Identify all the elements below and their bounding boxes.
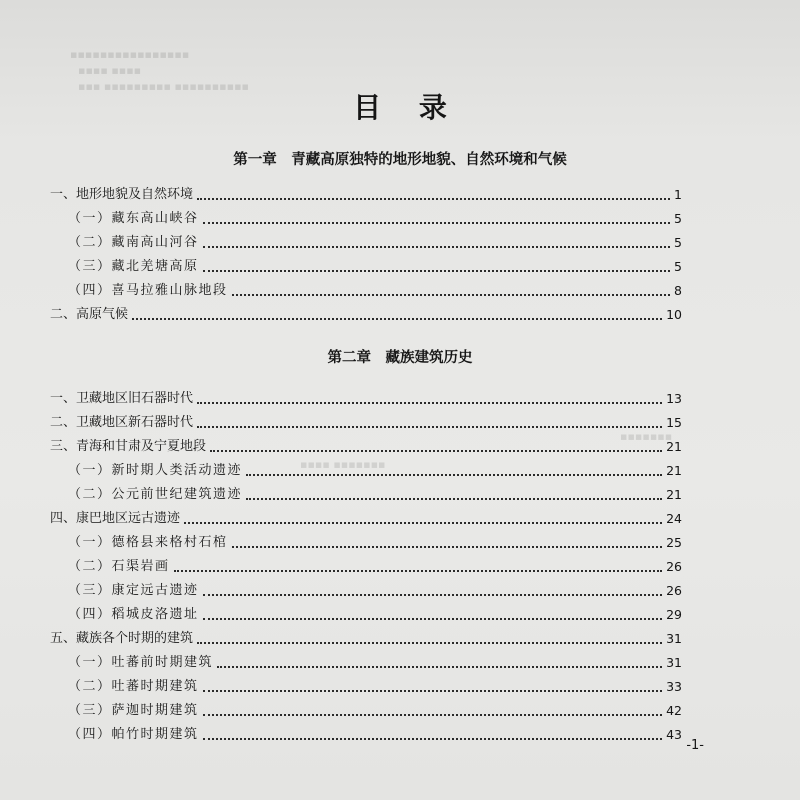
toc-page-number: 25 xyxy=(666,535,682,550)
dot-leader xyxy=(203,246,671,248)
toc-entry-title: （二）石渠岩画 xyxy=(68,559,170,574)
toc-entry-title: （四）帕竹时期建筑 xyxy=(68,727,199,742)
page-number-footer: -1- xyxy=(686,738,704,753)
dot-leader xyxy=(203,222,671,224)
toc-entry-title: （四）稻城皮洛遗址 xyxy=(68,607,199,622)
page-title: 目 录 xyxy=(353,91,461,124)
toc-section-entry[interactable] xyxy=(50,630,682,648)
toc-entry-title: 四、康巴地区远古遗迹 xyxy=(50,511,181,526)
toc-page-number: 21 xyxy=(666,463,682,478)
bleed-through-text: ▪▪▪ ▪▪▪▪▪▪▪▪▪ ▪▪▪▪▪▪▪▪▪▪ xyxy=(78,80,250,93)
toc-section-entry[interactable] xyxy=(50,414,682,432)
toc-entry-title: 一、地形地貌及自然环境 xyxy=(50,187,194,202)
dot-leader xyxy=(246,498,662,500)
toc-page-number: 5 xyxy=(674,211,682,226)
toc-page-number: 43 xyxy=(666,727,682,742)
toc-page-number: 5 xyxy=(674,235,682,250)
toc-entry-title: 一、卫藏地区旧石器时代 xyxy=(50,391,194,406)
toc-entry-title: 二、卫藏地区新石器时代 xyxy=(50,415,194,430)
toc-page-number: 8 xyxy=(674,283,682,298)
bleed-through-text: ▪▪▪▪▪▪▪ xyxy=(620,430,673,443)
toc-subsection-entry[interactable] xyxy=(68,726,682,744)
dot-leader xyxy=(246,474,662,476)
dot-leader xyxy=(197,642,662,644)
toc-subsection-entry[interactable] xyxy=(68,486,682,504)
chapter-heading: 第二章 藏族建筑历史 xyxy=(327,350,473,366)
toc-subsection-entry[interactable] xyxy=(68,210,682,228)
toc-page-number: 31 xyxy=(666,655,682,670)
dot-leader xyxy=(197,402,662,404)
toc-subsection-entry[interactable] xyxy=(68,234,682,252)
dot-leader xyxy=(132,318,662,320)
toc-entry-title: （一）新时期人类活动遗迹 xyxy=(68,463,243,478)
dot-leader xyxy=(203,714,663,716)
toc-entry-title: （三）藏北羌塘高原 xyxy=(68,259,199,274)
dot-leader xyxy=(184,522,662,524)
toc-section-entry[interactable] xyxy=(50,186,682,204)
toc-entry-title: （一）德格县来格村石棺 xyxy=(68,535,228,550)
toc-page-number: 31 xyxy=(666,631,682,646)
toc-page-number: 26 xyxy=(666,583,682,598)
toc-page-number: 24 xyxy=(666,511,682,526)
dot-leader xyxy=(197,198,670,200)
dot-leader xyxy=(203,594,663,596)
dot-leader xyxy=(174,570,663,572)
toc-subsection-entry[interactable] xyxy=(68,558,682,576)
bleed-through-text: ▪▪▪▪ ▪▪▪▪▪▪▪ xyxy=(300,458,386,471)
toc-subsection-entry[interactable] xyxy=(68,702,682,720)
toc-entry-title: 三、青海和甘肃及宁夏地段 xyxy=(50,439,207,454)
toc-entry-title: （四）喜马拉雅山脉地段 xyxy=(68,283,228,298)
bleed-through-text: ▪▪▪▪▪▪▪▪▪▪▪▪▪▪▪▪ xyxy=(70,48,190,61)
toc-page-number: 13 xyxy=(666,391,682,406)
toc-subsection-entry[interactable] xyxy=(68,282,682,300)
toc-page-number: 21 xyxy=(666,487,682,502)
dot-leader xyxy=(203,618,663,620)
dot-leader xyxy=(232,294,671,296)
toc-entry-title: （三）康定远古遗迹 xyxy=(68,583,199,598)
toc-page-number: 10 xyxy=(666,307,682,322)
toc-subsection-entry[interactable] xyxy=(68,678,682,696)
dot-leader xyxy=(217,666,662,668)
bleed-through-text: ▪▪▪▪ ▪▪▪▪ xyxy=(78,64,142,77)
toc-page-number: 26 xyxy=(666,559,682,574)
toc-entry-title: 二、高原气候 xyxy=(50,307,129,322)
toc-entry-title: （三）萨迦时期建筑 xyxy=(68,703,199,718)
toc-subsection-entry[interactable] xyxy=(68,654,682,672)
toc-entry-title: （一）吐蕃前时期建筑 xyxy=(68,655,214,670)
toc-entry-title: （二）公元前世纪建筑遗迹 xyxy=(68,487,243,502)
toc-entry-title: （二）吐蕃时期建筑 xyxy=(68,679,199,694)
toc-page-number: 15 xyxy=(666,415,682,430)
toc-section-entry[interactable] xyxy=(50,438,682,456)
toc-section-entry[interactable] xyxy=(50,510,682,528)
toc-page-number: 29 xyxy=(666,607,682,622)
toc-subsection-entry[interactable] xyxy=(68,606,682,624)
toc-page-number: 1 xyxy=(674,187,682,202)
toc-subsection-entry[interactable] xyxy=(68,582,682,600)
dot-leader xyxy=(203,690,663,692)
toc-subsection-entry[interactable] xyxy=(68,534,682,552)
toc-page-number: 42 xyxy=(666,703,682,718)
dot-leader xyxy=(197,426,662,428)
toc-page-number: 33 xyxy=(666,679,682,694)
toc-subsection-entry[interactable] xyxy=(68,258,682,276)
toc-entry-title: 五、藏族各个时期的建筑 xyxy=(50,631,194,646)
toc-section-entry[interactable] xyxy=(50,390,682,408)
toc-page-number: 21 xyxy=(666,439,682,454)
dot-leader xyxy=(210,450,662,452)
toc-entry-title: （一）藏东高山峡谷 xyxy=(68,211,199,226)
dot-leader xyxy=(203,270,671,272)
dot-leader xyxy=(232,546,663,548)
toc-page-number: 5 xyxy=(674,259,682,274)
toc-subsection-entry[interactable] xyxy=(68,462,682,480)
toc-section-entry[interactable] xyxy=(50,306,682,324)
dot-leader xyxy=(203,738,663,740)
chapter-heading: 第一章 青藏高原独特的地形地貌、自然环境和气候 xyxy=(233,152,567,168)
toc-entry-title: （二）藏南高山河谷 xyxy=(68,235,199,250)
